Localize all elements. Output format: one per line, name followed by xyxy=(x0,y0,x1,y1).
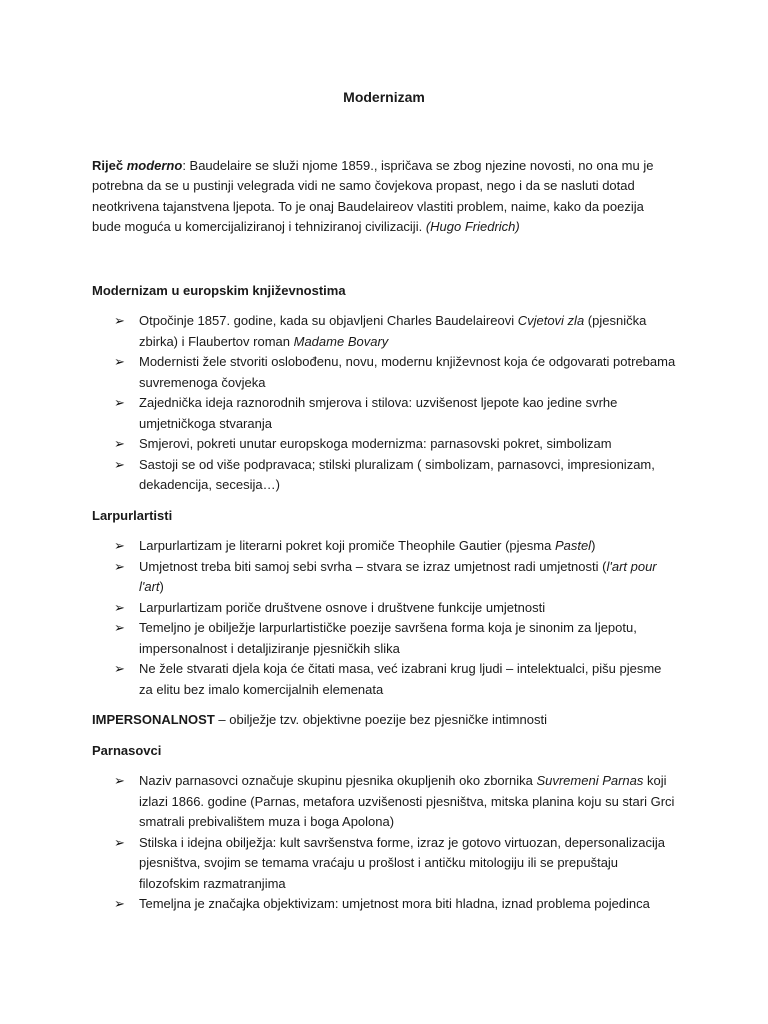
list-item: ➢ Temeljno je obilježje larpurlartističke poezije savršena forma koja je sinonim za ljepotu, impersonalnost i detaljiziranje pjesničkih slika xyxy=(114,620,637,656)
intro-lead: Riječ xyxy=(92,157,127,173)
list-item: ➢ Umjetnost treba biti samoj sebi svrha – stvara se izraz umjetnost radi umjetnosti (l'art pour l'art) xyxy=(114,558,657,594)
section-heading-modernizam: Modernizam u europskim književnostima xyxy=(92,282,346,298)
arrow-bullet-icon: ➢ xyxy=(114,558,125,574)
arrow-bullet-icon: ➢ xyxy=(114,436,125,451)
list-item: ➢ Larpurlartizam poriče društvene osnove i društvene funkcije umjetnosti xyxy=(92,598,676,619)
impersonalnost-definition: – obilježje tzv. objektivne poezije bez pjesničke intimnosti xyxy=(214,712,547,727)
list-item: ➢ Otpočinje 1857. godine, kada su objavljeni Charles Baudelaireovi Cvjetovi zla (pjesnička zbirka) i Flaubertov roman Madame Bovary xyxy=(114,313,647,349)
arrow-bullet-icon: ➢ xyxy=(114,661,125,676)
list-item: ➢ Smjerovi, pokreti unutar europskoga modernizma: parnasovski pokret, simbolizam xyxy=(92,434,676,455)
list-item: ➢ Sastoji se od više podpravaca; stilski pluralizam ( simbolizam, parnasovci, impresionizam, dekadencija, secesija…) xyxy=(114,456,655,492)
section-heading-larpurlartisti: Larpurlartisti xyxy=(92,507,173,523)
arrow-bullet-icon: ➢ xyxy=(114,456,125,472)
intro-keyword: moderno xyxy=(126,157,183,173)
impersonalnost-paragraph xyxy=(92,710,676,731)
impersonalnost-term: IMPERSONALNOST xyxy=(92,712,215,727)
section3-list xyxy=(92,771,676,915)
arrow-bullet-icon: ➢ xyxy=(114,620,125,635)
list-item: ➢ Naziv parnasovci označuje skupinu pjesnika okupljenih oko zbornika Suvremeni Parnas koji izlazi 1866. godine (Parnas, metafora uzvišenosti pjesništva, mitska planina koju su stari Grci smatrali prebivalištem muza i boga Apolona) xyxy=(114,773,675,829)
section2-list xyxy=(92,536,676,700)
list-item: ➢ Zajednička ideja raznorodnih smjerova i stilova: uzvišenost ljepote kao jedine svrhe umjetničkoga stvaranja xyxy=(114,395,618,431)
section1-list xyxy=(92,311,676,496)
intro-body: : Baudelaire se služi njome 1859., ispričava se zbog njezine novosti, no ona mu je potrebna da se u pustinji velegrada vidi ne samo čovjekova propast, nego i da se nasluti dotad neotkrivena tajanstvena ljepota. To je onaj Baudelaireov vlastiti problem, naime, kako da poezija bude moguća u komercijaliziranoj i tehniziranoj civilizaciji. xyxy=(92,157,654,234)
list-item: ➢ Ne žele stvarati djela koja će čitati masa, već izabrani krug ljudi – intelektualci, pišu pjesme za elitu bez imalo komercijalnih elemenata xyxy=(114,661,662,697)
intro-source: (Hugo Friedrich) xyxy=(425,219,520,234)
arrow-bullet-icon: ➢ xyxy=(114,395,125,410)
page-title: Modernizam xyxy=(343,89,425,105)
arrow-bullet-icon: ➢ xyxy=(114,896,125,911)
arrow-bullet-icon: ➢ xyxy=(114,599,125,615)
list-item: ➢ Temeljna je značajka objektivizam: umjetnost mora biti hladna, iznad problema pojedinca xyxy=(92,894,676,915)
arrow-bullet-icon: ➢ xyxy=(114,313,125,328)
list-item: ➢ Modernisti žele stvoriti oslobođenu, novu, modernu književnost koja će odgovarati potrebama suvremenoga čovjeka xyxy=(114,354,676,390)
arrow-bullet-icon: ➢ xyxy=(114,354,125,369)
intro-paragraph xyxy=(92,156,676,238)
list-item: ➢ Larpurlartizam je literarni pokret koji promiče Theophile Gautier (pjesma Pastel) xyxy=(92,536,676,557)
section-heading-parnasovci: Parnasovci xyxy=(92,742,162,758)
list-item: ➢ Stilska i idejna obilježja: kult savršenstva forme, izraz je gotovo virtuozan, depersonalizacija pjesništva, svojim se temama vraćaju u prošlost i antičku mitologiju ili se prepuštaju filozofskim razmatranjima xyxy=(114,834,666,891)
arrow-bullet-icon: ➢ xyxy=(114,538,125,553)
arrow-bullet-icon: ➢ xyxy=(114,773,125,788)
arrow-bullet-icon: ➢ xyxy=(114,834,125,850)
